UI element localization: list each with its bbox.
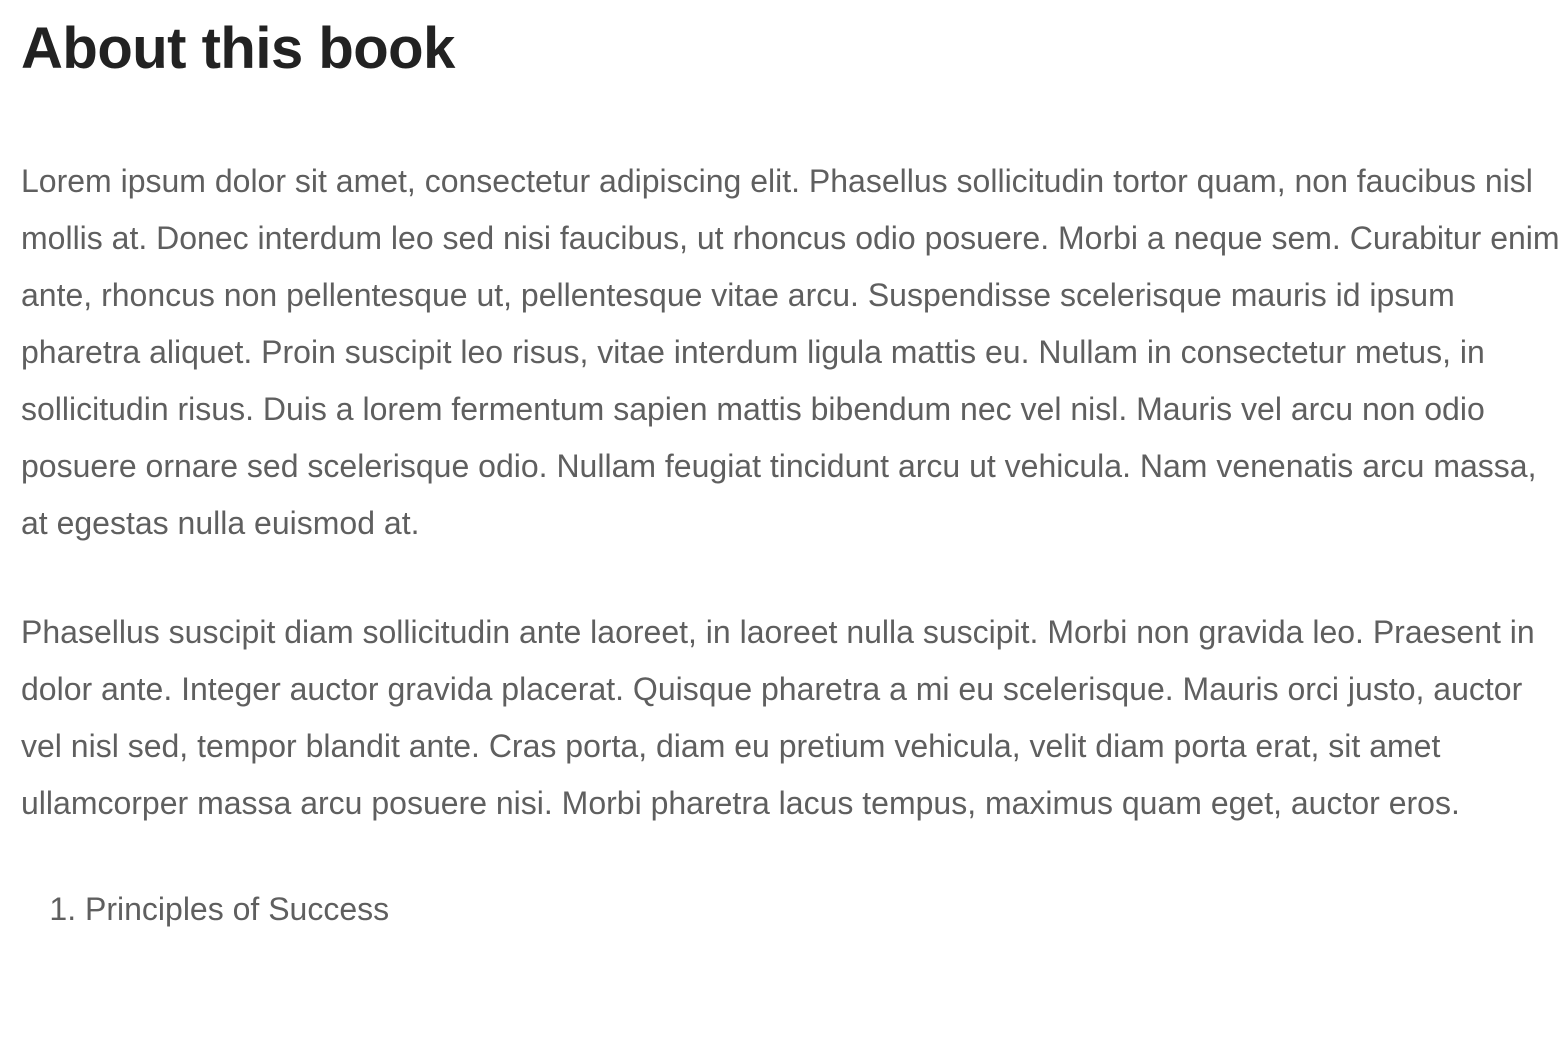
intro-paragraph-2: Phasellus suscipit diam sollicitudin ante laoreet, in laoreet nulla suscipit. Morbi non gravida leo. Praesent in dolor ante. Integer auctor gravida placerat. Quisque pharetra a mi eu scelerisque. Mauris orci justo, auctor vel nisl sed, tempor blandit ante. Cras porta, diam eu pretium vehicula, velit diam porta erat, sit amet ullamcorper massa arcu posuere nisi. Morbi pharetra lacus tempus, maximus quam eget, auctor eros. <box>21 614 1535 821</box>
page-title: About this book <box>21 16 455 81</box>
chapter-list <box>21 881 1567 938</box>
chapter-item-principles-of-success: 1. Principles of Success <box>85 881 1567 938</box>
intro-paragraph-1: Lorem ipsum dolor sit amet, consectetur adipiscing elit. Phasellus sollicitudin tortor quam, non faucibus nisl mollis at. Donec interdum leo sed nisi faucibus, ut rhoncus odio posuere. Morbi a neque sem. Curabitur enim ante, rhoncus non pellentesque ut, pellentesque vitae arcu. Suspendisse scelerisque mauris id ipsum pharetra aliquet. Proin suscipit leo risus, vitae interdum ligula mattis eu. Nullam in consectetur metus, in sollicitudin risus. Duis a lorem fermentum sapien mattis bibendum nec vel nisl. Mauris vel arcu non odio posuere ornare sed scelerisque odio. Nullam feugiat tincidunt arcu ut vehicula. Nam venenatis arcu massa, at egestas nulla euismod at. <box>21 163 1560 541</box>
